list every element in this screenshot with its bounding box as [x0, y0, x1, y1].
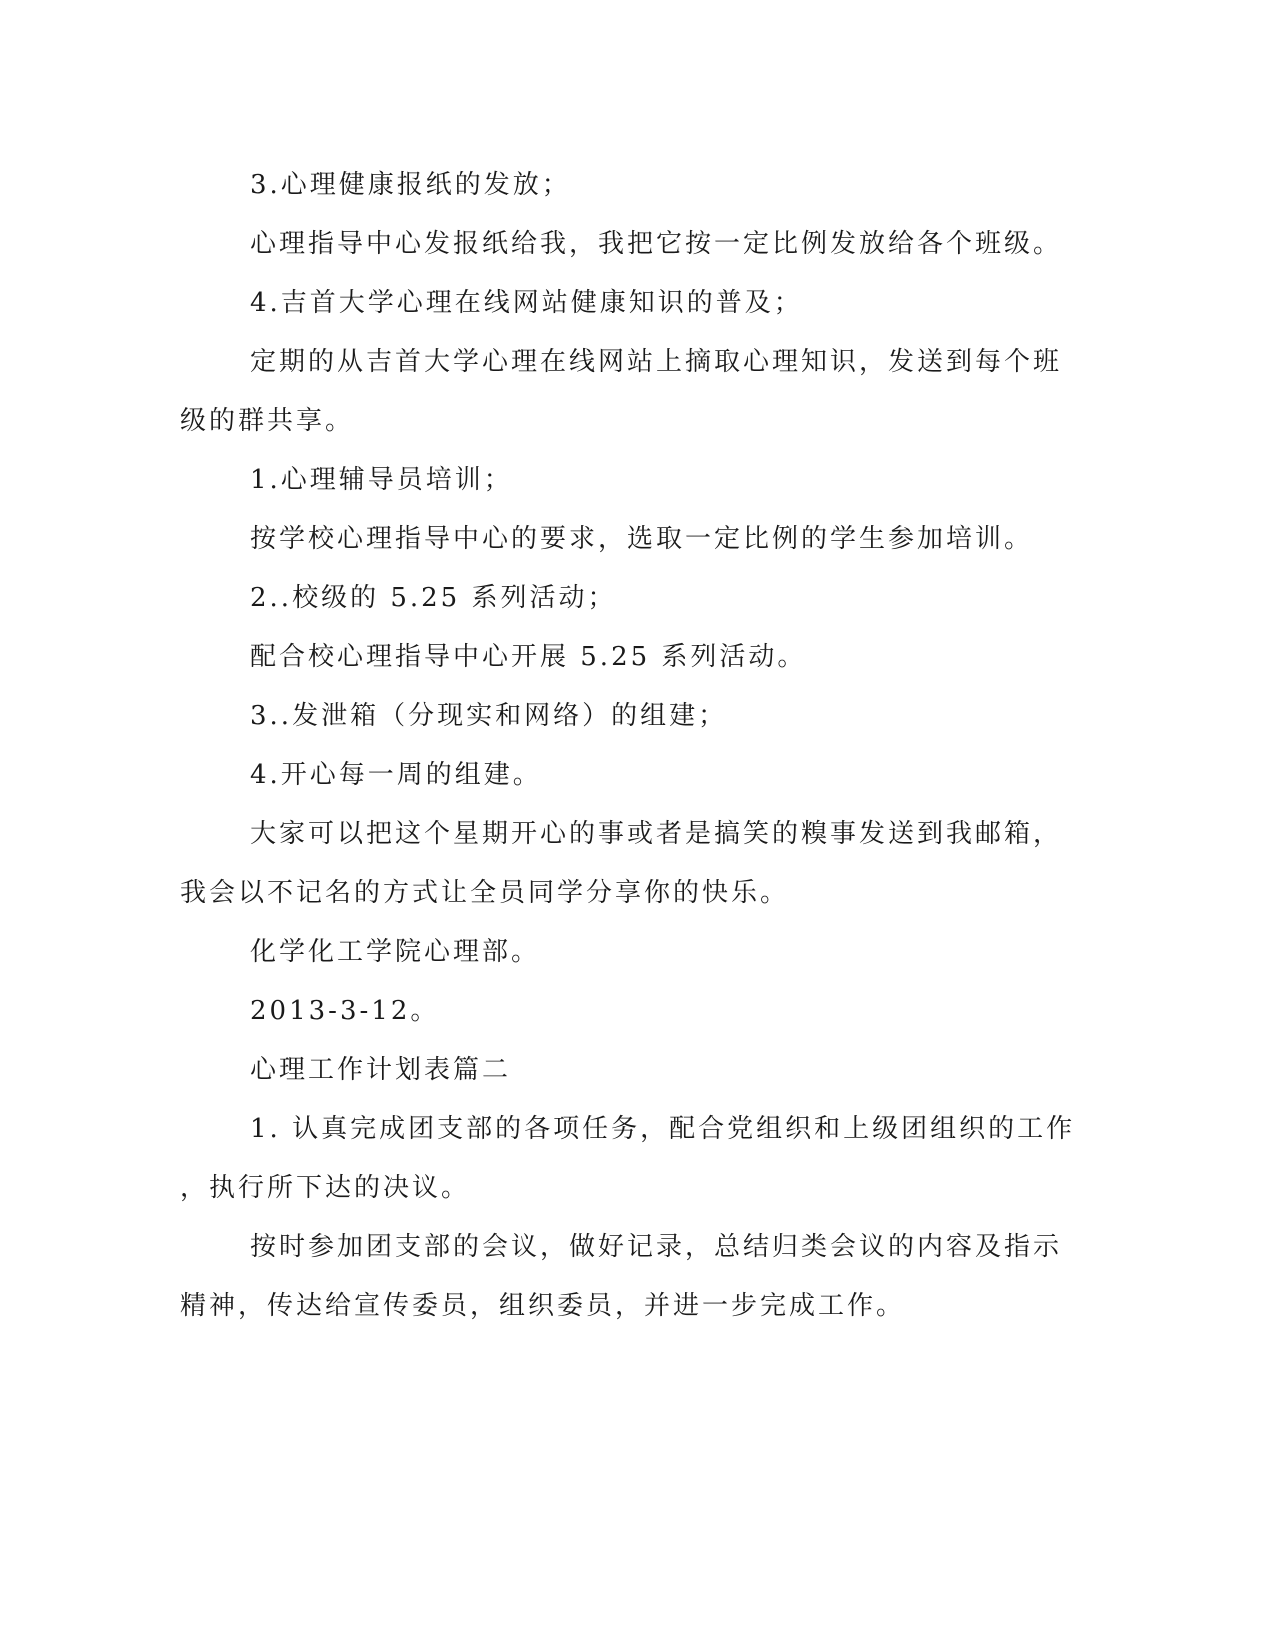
- paragraph-11: [180, 805, 1063, 923]
- text-line: 4.开心每一周的组建。: [250, 760, 542, 790]
- paragraph-3: [180, 274, 1040, 333]
- text-line: 化学化工学院心理部。: [250, 937, 541, 967]
- text-line: 定期的从吉首大学心理在线网站上摘取心理知识，发送到每个班: [250, 347, 1063, 377]
- text-line: 3..发泄箱（分现实和网络）的组建；: [250, 701, 728, 731]
- paragraph-15: [180, 1100, 1076, 1218]
- text-line: 精神，传达给宣传委员，组织委员，并进一步完成工作。: [180, 1291, 906, 1321]
- paragraph-4: [180, 333, 1063, 451]
- document-body: [180, 156, 1076, 1336]
- text-line: 按学校心理指导中心的要求，选取一定比例的学生参加培训。: [250, 524, 1034, 554]
- text-line: 按时参加团支部的会议，做好记录，总结归类会议的内容及指示: [250, 1232, 1063, 1262]
- text-line: 我会以不记名的方式让全员同学分享你的快乐。: [180, 878, 790, 908]
- paragraph-6: [180, 510, 1040, 569]
- paragraph-1: [180, 156, 1040, 215]
- text-line: 4.吉首大学心理在线网站健康知识的普及；: [250, 288, 803, 318]
- text-line: 2013-3-12。: [250, 996, 440, 1026]
- paragraph-10: [180, 746, 1040, 805]
- paragraph-8: [180, 628, 1040, 687]
- text-line: 心理工作计划表篇二: [250, 1055, 512, 1085]
- paragraph-12: [180, 923, 1040, 982]
- text-line: 配合校心理指导中心开展 5.25 系列活动。: [250, 642, 807, 672]
- text-line: 1. 认真完成团支部的各项任务，配合党组织和上级团组织的工作: [250, 1114, 1076, 1144]
- text-line: 大家可以把这个星期开心的事或者是搞笑的糗事发送到我邮箱，: [250, 819, 1063, 849]
- paragraph-7: [180, 569, 1040, 628]
- paragraph-2: [180, 215, 1063, 274]
- text-line: 心理指导中心发报纸给我，我把它按一定比例发放给各个班级。: [250, 229, 1063, 259]
- text-line: 2..校级的 5.25 系列活动；: [250, 583, 617, 613]
- text-line: 级的群共享。: [180, 406, 355, 436]
- paragraph-16: [180, 1218, 1063, 1336]
- paragraph-5: [180, 451, 1040, 510]
- text-line: 1.心理辅导员培训；: [250, 465, 513, 495]
- paragraph-9: [180, 687, 1040, 746]
- paragraph-13: [180, 982, 1040, 1041]
- section-heading: [180, 1041, 1040, 1100]
- text-line: ，执行所下达的决议。: [180, 1173, 471, 1203]
- text-line: 3.心理健康报纸的发放；: [250, 170, 571, 200]
